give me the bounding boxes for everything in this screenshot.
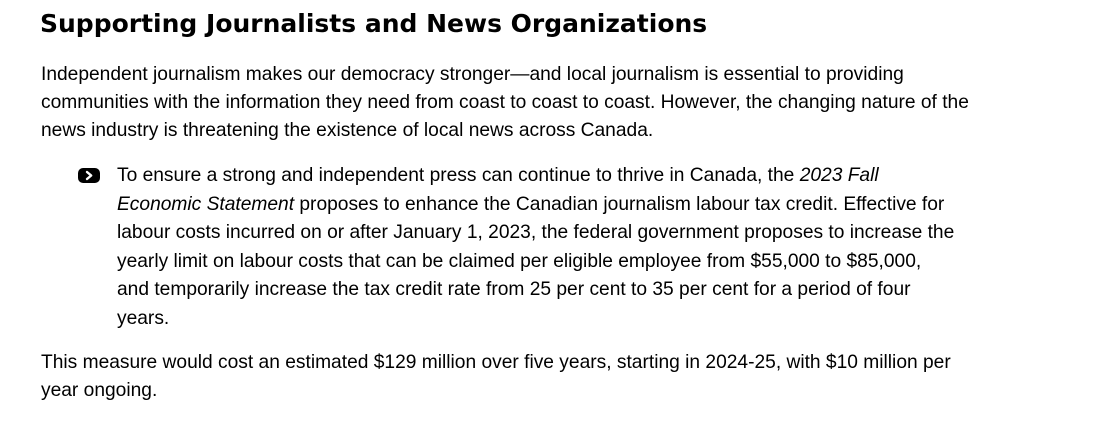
intro-paragraph xyxy=(41,61,1101,145)
cost-line: This measure would cost an estimated $129 million over five years, starting in 2024-25, with $10 million per xyxy=(41,352,951,373)
bullet-line: Economic Statement proposes to enhance the Canadian journalism labour tax credit. Effective for xyxy=(117,193,945,215)
bullet-line: To ensure a strong and independent press can continue to thrive in Canada, the 2023 Fall xyxy=(117,165,879,186)
section-heading: Supporting Journalists and News Organizations xyxy=(40,9,708,38)
cost-paragraph xyxy=(41,349,1081,405)
intro-line: news industry is threatening the existence of local news across Canada. xyxy=(41,120,654,141)
bullet-line: labour costs incurred on or after January 1, 2023, the federal government proposes to increase the xyxy=(117,222,955,244)
intro-line: Independent journalism makes our democracy stronger—and local journalism is essential to providing xyxy=(41,64,904,85)
publication-title: 2023 Fall xyxy=(799,165,879,186)
bullet-line: and temporarily increase the tax credit rate from 25 per cent to 35 per cent for a period of four xyxy=(117,279,911,301)
bullet-line: years. xyxy=(117,307,170,329)
publication-title: Economic Statement xyxy=(117,193,295,215)
chevron-right-icon xyxy=(78,168,100,183)
bullet-text xyxy=(117,162,1052,334)
bullet-line: yearly limit on labour costs that can be claimed per eligible employee from $55,000 to $85,000, xyxy=(117,250,922,272)
intro-line: communities with the information they need from coast to coast to coast. However, the changing nature of the xyxy=(41,92,969,113)
cost-line: year ongoing. xyxy=(41,380,158,401)
